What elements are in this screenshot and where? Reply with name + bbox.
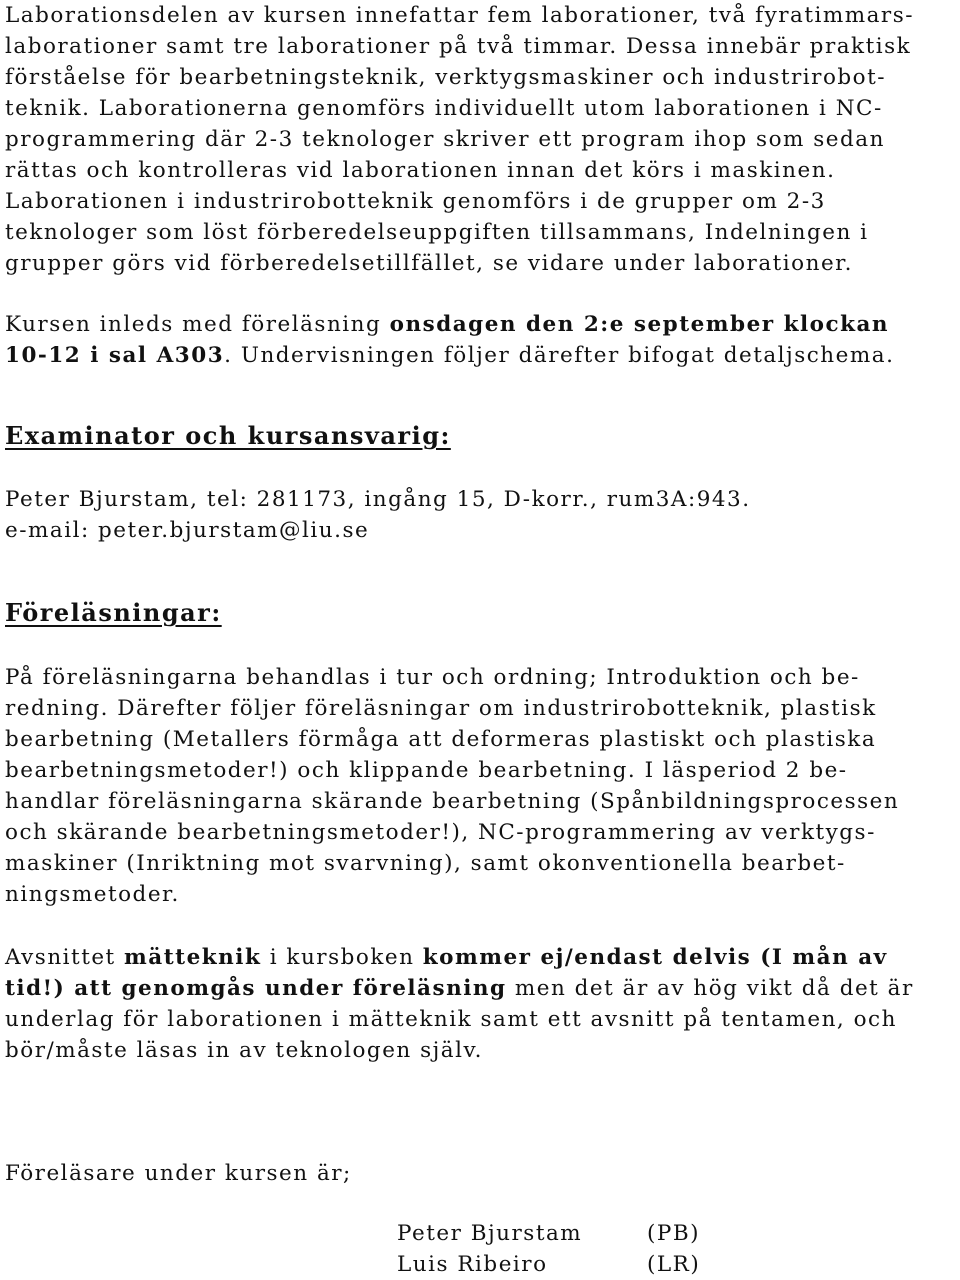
- text-line: förståelse för bearbetningsteknik, verktygsmaskiner och industrirobot-: [5, 65, 887, 90]
- lecturer-row: [397, 1249, 700, 1280]
- text-line: bearbetning (Metallers förmåga att deformeras plastiskt och plastiska: [5, 727, 877, 752]
- measurement-paragraph: [5, 942, 914, 1066]
- text-line: [5, 309, 894, 340]
- measurement-emphasis: kommer ej/endast delvis (I mån av: [422, 945, 888, 970]
- text-line: [5, 973, 914, 1004]
- email-line: e-mail: peter.bjurstam@liu.se: [5, 518, 370, 543]
- text-line: och skärande bearbetningsmetoder!), NC-programmering av verktygs-: [5, 820, 876, 845]
- text-line: maskiner (Inriktning mot svarvning), samt okonventionella bearbet-: [5, 851, 846, 876]
- text-line: Laborationsdelen av kursen innefattar fem laborationer, två fyratimmars-: [5, 3, 915, 28]
- measurement-text: men det är av hög vikt då det är: [506, 976, 914, 1001]
- text-line: Föreläsare under kursen är;: [5, 1161, 352, 1186]
- lecturers-intro: [5, 1158, 352, 1189]
- text-line: redning. Därefter följer föreläsningar om industrirobotteknik, plastisk: [5, 696, 877, 721]
- course-start-text: . Undervisningen följer därefter bifogat detaljschema.: [224, 343, 895, 368]
- text-line: Laborationen i industrirobotteknik genomförs i de grupper om 2-3: [5, 189, 826, 214]
- contact-line: Peter Bjurstam, tel: 281173, ingång 15, D-korr., rum3A:943.: [5, 487, 751, 512]
- text-line: handlar föreläsningarna skärande bearbetning (Spånbildningsprocessen: [5, 789, 900, 814]
- examinator-contact: [5, 484, 751, 546]
- lecturer-row: [397, 1218, 700, 1249]
- text-line: bearbetningsmetoder!) och klippande bearbetning. I läsperiod 2 be-: [5, 758, 848, 783]
- course-start-time-room: 10-12 i sal A303: [5, 343, 225, 368]
- course-start-date: onsdagen den 2:e september klockan: [389, 312, 890, 337]
- text-line: bör/måste läsas in av teknologen själv.: [5, 1038, 483, 1063]
- text-line: laborationer samt tre laborationer på två timmar. Dessa innebär praktisk: [5, 34, 912, 59]
- course-start-text: Kursen inleds med föreläsning: [5, 312, 390, 337]
- measurement-text: i kursboken: [261, 945, 423, 970]
- text-line: programmering där 2-3 teknologer skriver ett program ihop som sedan: [5, 127, 885, 152]
- text-line: rättas och kontrolleras vid laborationen innan det körs i maskinen.: [5, 158, 836, 183]
- text-line: På föreläsningarna behandlas i tur och ordning; Introduktion och be-: [5, 665, 860, 690]
- lecturer-abbreviation: (LR): [647, 1252, 701, 1277]
- measurement-text: Avsnittet: [5, 945, 125, 970]
- lab-paragraph: [5, 0, 914, 279]
- measurement-emphasis: tid!) att genomgås under föreläsning: [5, 976, 507, 1001]
- text-line: ningsmetoder.: [5, 882, 180, 907]
- text-line: underlag för laborationen i mätteknik samt ett avsnitt på tentamen, och: [5, 1007, 897, 1032]
- lectures-paragraph: [5, 662, 899, 910]
- examinator-heading: Examinator och kursansvarig:: [5, 421, 451, 450]
- lectures-heading: Föreläsningar:: [5, 598, 222, 627]
- text-line: teknik. Laborationerna genomförs individuellt utom laborationen i NC-: [5, 96, 883, 121]
- text-line: teknologer som löst förberedelseuppgiften tillsammans, Indelningen i: [5, 220, 869, 245]
- lecturer-name: Luis Ribeiro: [397, 1252, 548, 1277]
- course-start-paragraph: [5, 309, 894, 371]
- measurement-term: mätteknik: [124, 945, 262, 970]
- text-line: grupper görs vid förberedelsetillfället, se vidare under laborationer.: [5, 251, 853, 276]
- lecturers-table: [397, 1218, 700, 1280]
- lecturer-abbreviation: (PB): [647, 1221, 701, 1246]
- text-line: [5, 340, 894, 371]
- text-line: [5, 942, 914, 973]
- lecturer-name: Peter Bjurstam: [397, 1221, 583, 1246]
